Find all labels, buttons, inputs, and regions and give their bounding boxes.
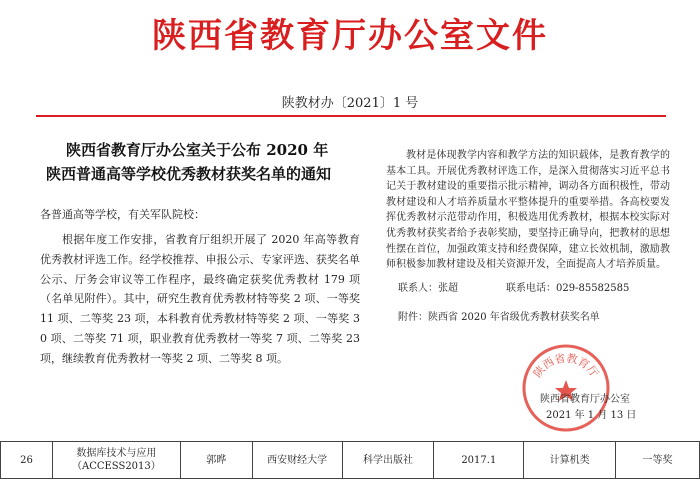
- notice-right-column: [386, 148, 670, 323]
- table-cell-category: 计算机类: [524, 442, 616, 479]
- contact-person: 联系人：张超: [398, 282, 458, 294]
- notice-paragraph-1: 根据年度工作安排，省教育厅组织开展了 2020 年高等教育优秀教材评选工作。经学校推荐、申报公示、专家评选、获奖名单公示、厅务会审议等工作程序，最终确定获奖优秀教材 179 项（名单见附件）。其中，研究生教育优秀教材特等奖 2 项、一等奖 11 项、二等奖 23 项，本科教育优秀教材特等奖 2 项、一等奖 30 项、二等奖 71 项，职业教育优秀教材一等奖 7 项、二等奖 23 项，继续教育优秀教材一等奖 2 项、二等奖 8 项。: [40, 233, 360, 365]
- award-table: [0, 441, 700, 487]
- signature-block: [540, 392, 680, 424]
- table-cell-award: 一等奖: [616, 442, 700, 479]
- salutation: 各普通高等学校，有关军队院校：: [40, 208, 205, 221]
- contact-phone: 联系电话：029-85582585: [506, 282, 630, 294]
- contact-line: [386, 279, 670, 294]
- table-cell-author: 郭晔: [180, 442, 252, 479]
- header-divider: [36, 115, 666, 117]
- table-cell-institution: 西安财经大学: [252, 442, 342, 479]
- table-row: [1, 442, 700, 479]
- table-cell-book-title: 数据库技术与应用（ACCESS2013）: [52, 442, 180, 479]
- notice-paragraph-2: 教材是体现教学内容和教学方法的知识载体，是教育教学的基本工具。开展优秀教材评选工作，是深入贯彻落实习近平总书记关于教材建设的重要指示批示精神，调动各方面积极性，带动教材建设和人才培养质量水平整体提升的重要举措。各高校要发挥优秀教材示范带动作用，积极选用优秀教材，根据本校实际对优秀教材获奖者给予表彰奖励，要坚持正确导向，把教材的思想性摆在首位，加强政策支持和经费保障，建立长效机制，激励教师积极参加教材建设及相关资源开发，全面提高人才培养质量。: [386, 150, 670, 271]
- document-header: 陕西省教育厅办公室文件: [152, 16, 548, 56]
- notice-left-column: [40, 138, 360, 369]
- seal-text: 陕西省教育厅: [530, 351, 602, 380]
- table-cell-publisher: 科学出版社: [342, 442, 434, 479]
- signature-org: 陕西省教育厅办公室: [540, 394, 630, 405]
- table-cell-index: 26: [1, 442, 53, 479]
- attachment-note: 附件：陕西省 2020 年省级优秀教材获奖名单: [398, 311, 600, 323]
- notice-title-line-2: 陕西普通高等学校优秀教材获奖名单的通知: [46, 165, 332, 183]
- document-number: 陕教材办〔2021〕1 号: [281, 96, 419, 111]
- signature-date: 2021 年 1 月 13 日: [546, 410, 637, 421]
- table-cell-date: 2017.1: [434, 442, 524, 479]
- notice-title-line-1: 陕西省教育厅办公室关于公布 2020 年: [66, 141, 329, 159]
- notice-title: [40, 138, 360, 186]
